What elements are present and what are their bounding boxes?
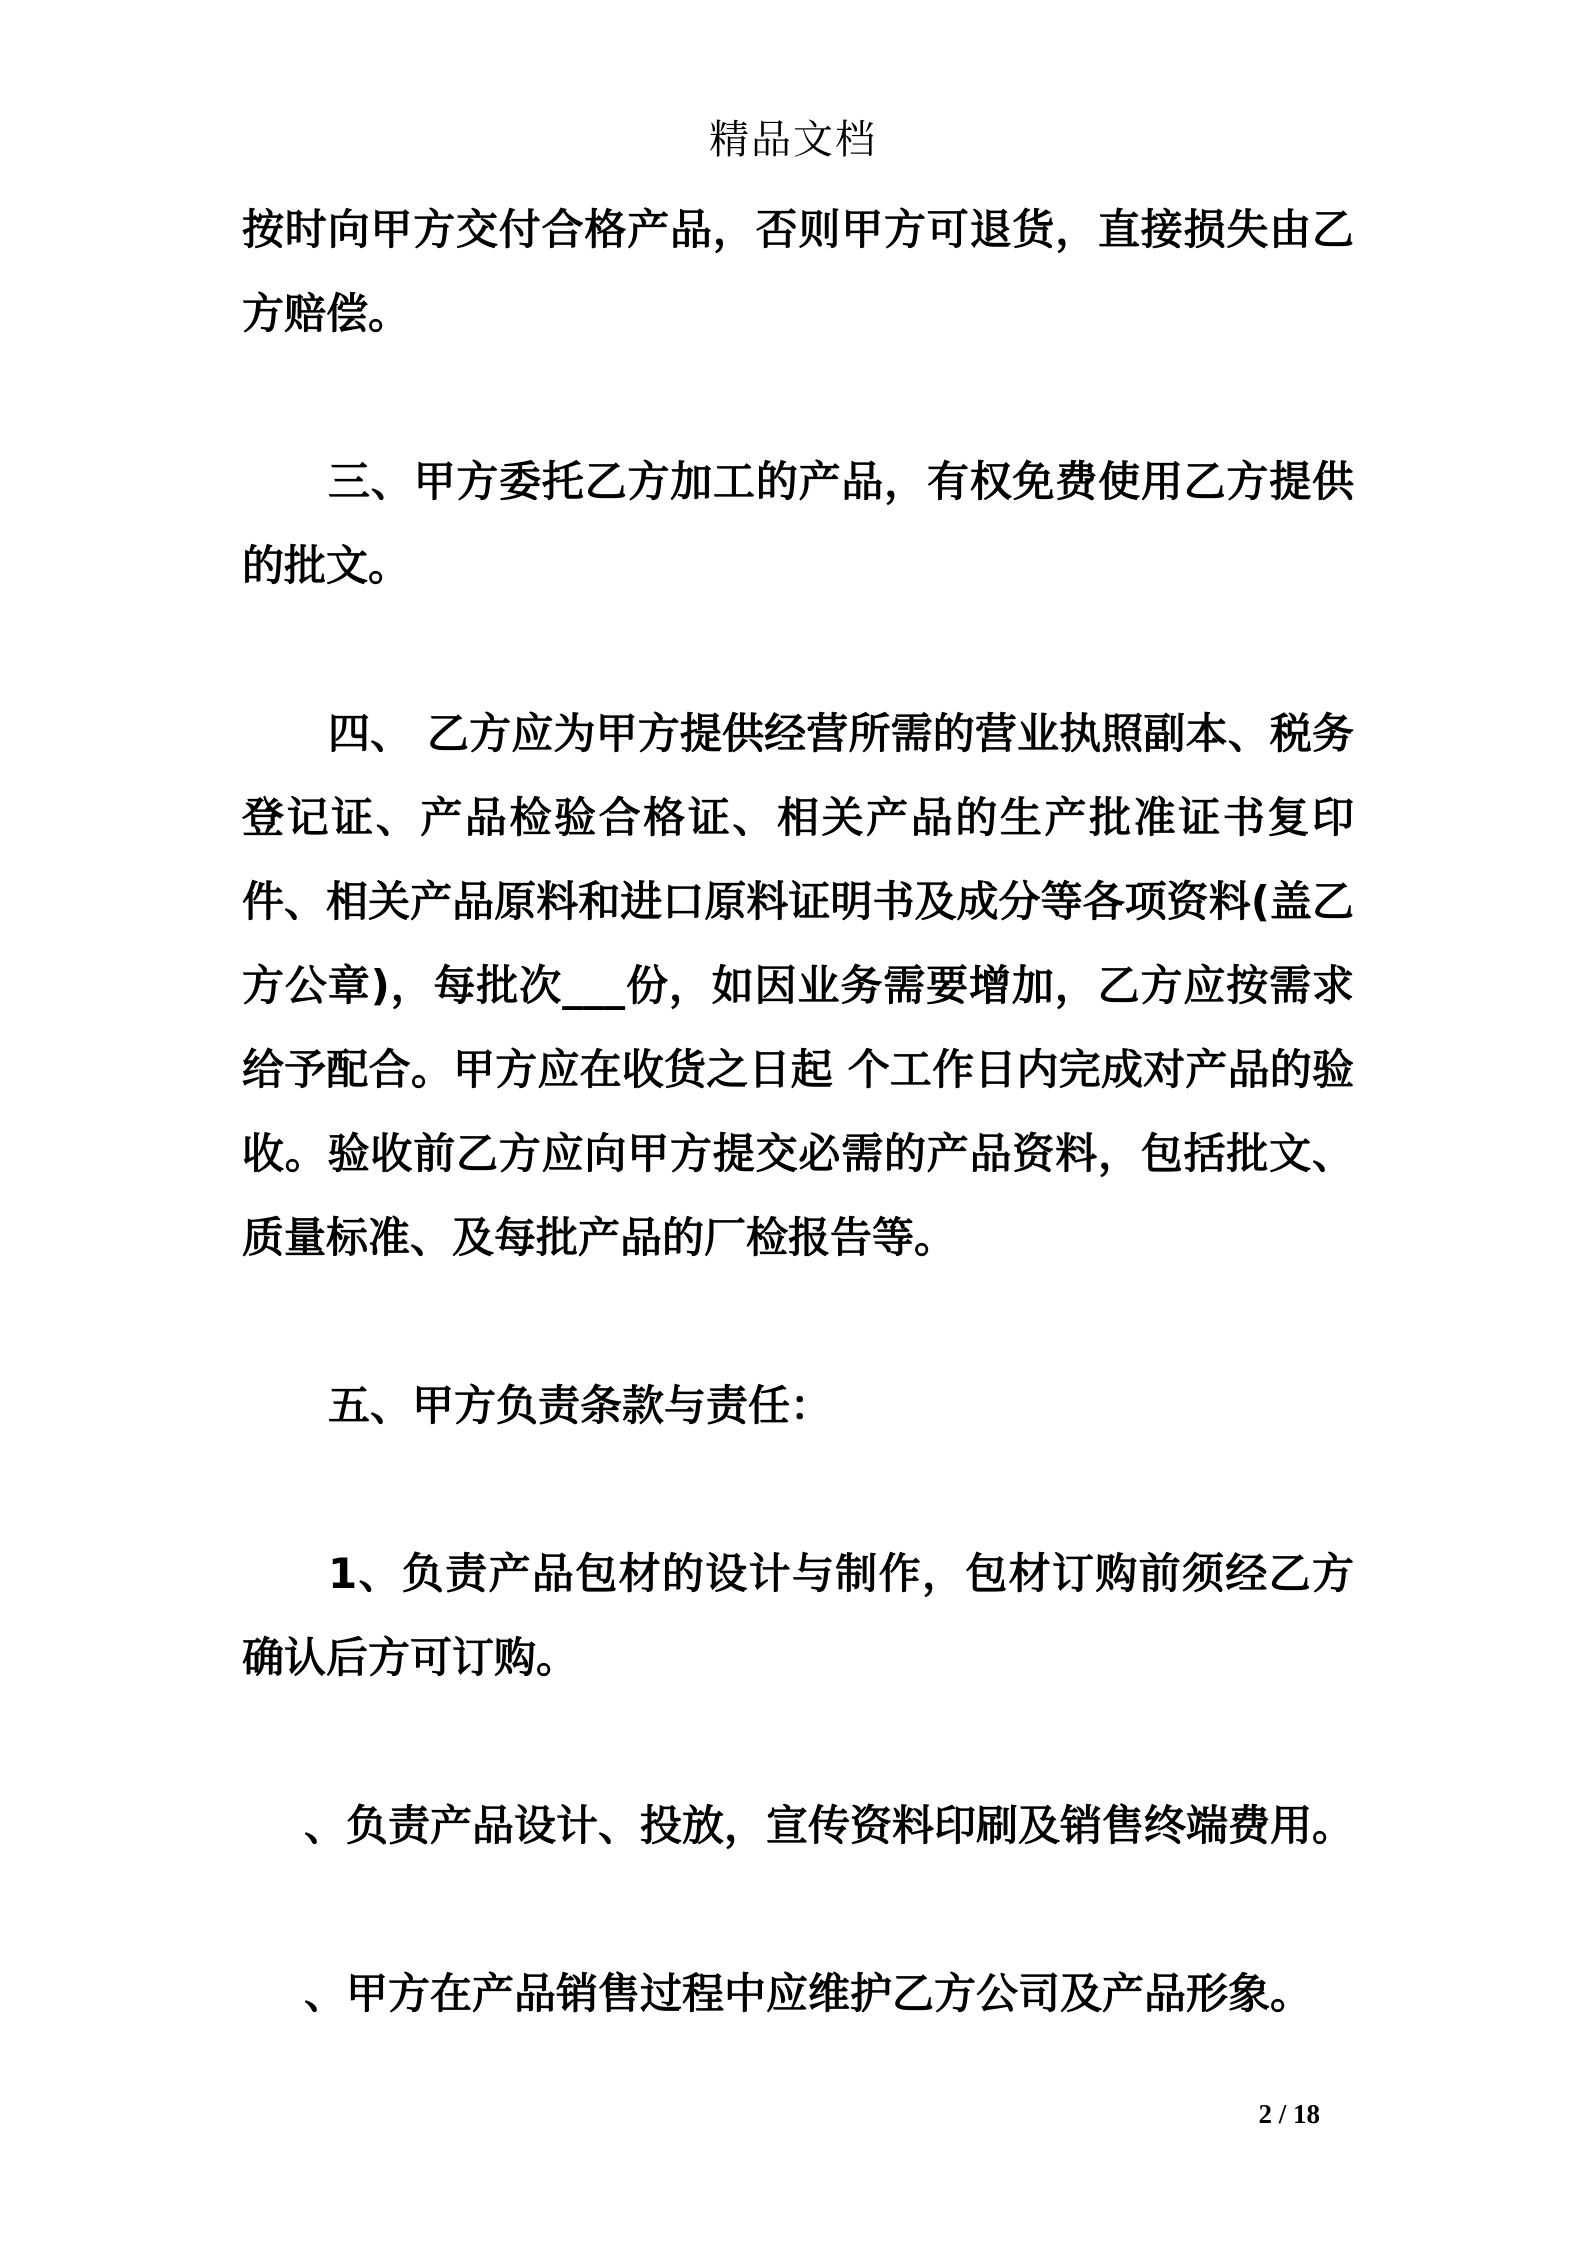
- paragraph-clause-3: 三、甲方委托乙方加工的产品，有权免费使用乙方提供的批文。: [242, 457, 1354, 590]
- page-header-title: 精品文档: [709, 117, 877, 163]
- paragraph-clause-4: 四、 乙方应为甲方提供经营所需的营业执照副本、税务登记证、产品检验合格证、相关产品的生产批准证书复印件、相关产品原料和进口原料证明书及成分等各项资料(盖乙方公章)，每批次___份，如因业务需要增加，乙方应按需求给予配合。甲方应在收货之日起 个工作日内完成对产品的验收。验收前乙方应向甲方提交必需的产品资料，包括批文、质量标准、及每批产品的厂检报告等。: [242, 709, 1354, 1262]
- paragraph-continued-clause: 按时向甲方交付合格产品，否则甲方可退货，直接损失由乙方赔偿。: [242, 205, 1354, 338]
- paragraph-item-3: 、甲方在产品销售过程中应维护乙方公司及产品形象。: [304, 1969, 1313, 2018]
- document-body: [242, 188, 1354, 2036]
- page-number: 2 / 18: [1258, 2099, 1320, 2129]
- paragraph-item-2: 、负责产品设计、投放，宣传资料印刷及销售终端费用。: [304, 1801, 1355, 1850]
- paragraph-item-1: 1、负责产品包材的设计与制作，包材订购前须经乙方确认后方可订购。: [242, 1549, 1354, 1682]
- paragraph-clause-5-heading: 五、甲方负责条款与责任：: [328, 1381, 833, 1430]
